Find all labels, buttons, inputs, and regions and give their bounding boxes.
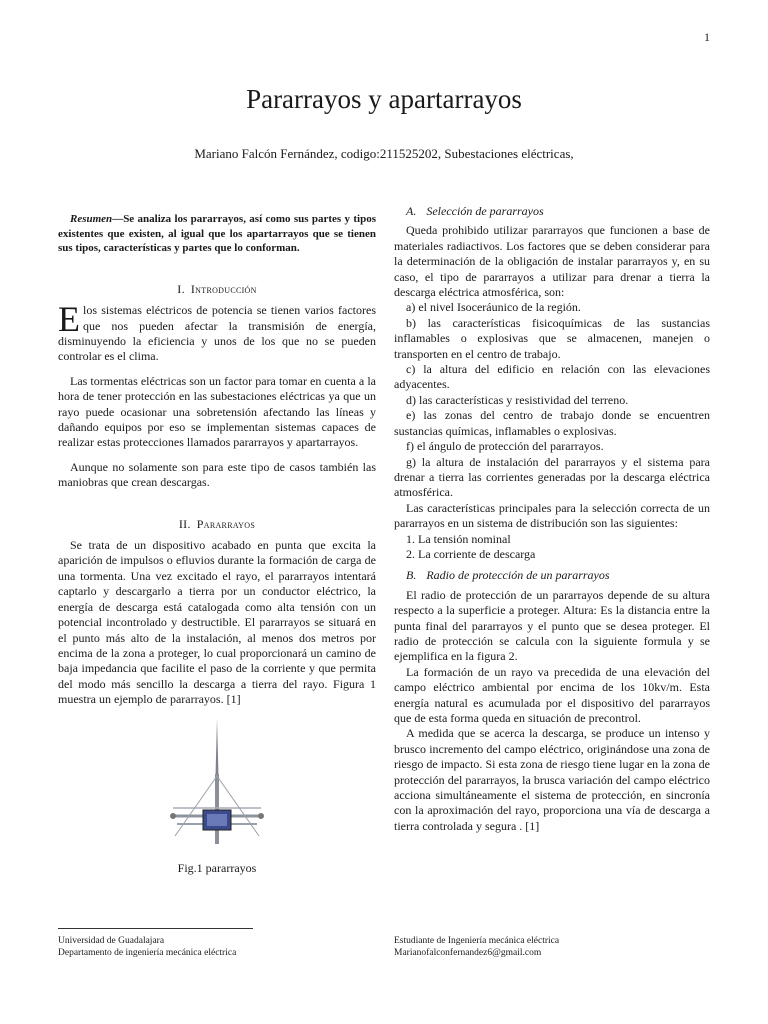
footer-email: Marianofalconfernandez6@gmail.com: [394, 948, 542, 958]
subsection-heading-radio: [394, 568, 710, 583]
footer-left: [58, 935, 236, 959]
subsection-heading-seleccion: [394, 204, 710, 219]
seleccion-list-item: 2. La corriente de descarga: [406, 546, 536, 561]
pararrayos-paragraph-1: Se trata de un dispositivo acabado en punta que excita la aparición de impulsos o efluvios durante la formación de carga de una tormenta. Una vez excitado el rayo, el pararrayos intentará captarlo y descargarlo a tierra por un conductor eléctrico, la energía de descarga está catalogada como alta tensión con un potencial incontrolado y destructible. El pararrayos se situará en el punto más alto de la instalación, al menos dos metros por encima de la zona a proteger, lo cual proporcionará un camino de baja impedancia que facilite el paso de la corriente y que permita del modo más sencillo la descarga a tierra del rayo. Figura 1 muestra un ejemplo de pararrayos. [1]: [58, 538, 376, 707]
seleccion-item: b) las características fisicoquímicas de las sustancias inflamables o explosivas que se almacenen, manejen o transporten en el centro de trabajo.: [394, 315, 710, 361]
section-title: Pararrayos: [196, 516, 256, 531]
abstract-dash: —: [112, 213, 124, 225]
footer-university: Universidad de Guadalajara: [58, 936, 165, 946]
seleccion-item: d) las características y resistividad del terreno.: [406, 392, 629, 407]
section-heading-intro: [58, 282, 376, 297]
subsection-number: B.: [406, 568, 417, 583]
page-number: 1: [704, 30, 710, 44]
right-column: [394, 204, 710, 834]
seleccion-list-item: 1. La tensión nominal: [406, 531, 511, 546]
paper-title: Pararrayos y apartarrayos: [246, 84, 522, 114]
intro-paragraph-2: Las tormentas eléctricas son un factor para tomar en cuenta a la hora de tener protección en las subestaciones eléctricas ya que un rayo puede ocasionar una sobretensión afectando las líneas y dañando equipos por eso se implementan sistemas capaces de realizar estas protecciones llamados pararrayos y apartarrayos.: [58, 373, 376, 450]
section-heading-pararrayos: [58, 517, 376, 532]
intro-paragraph-1: Elos sistemas eléctricos de potencia se tienen varios factores que nos pueden afectar la transmisión de energía, disminuyendo la eficiencia y unos de los que no se pueden controlar es el clima.: [58, 299, 376, 364]
subsection-title: Radio de protección de un pararrayos: [426, 568, 610, 583]
figure-1: [58, 716, 376, 855]
radio-paragraph-2: La formación de un rayo va precedida de una elevación del campo eléctrico ambiental por encima de los 10kv/m. Esta energía natural es acumulada por el dispositivo del pararrayos que de esta forma queda en situación de precontrol.: [394, 664, 710, 725]
section-number: II.: [178, 516, 191, 531]
figure-1-caption: Fig.1 pararrayos: [177, 860, 257, 875]
seleccion-item: a) el nivel Isoceráunico de la región.: [406, 300, 581, 315]
seleccion-item: e) las zonas del centro de trabajo donde se encuentren sustancias químicas, inflamables o explosivas.: [394, 408, 710, 438]
radio-paragraph-1: El radio de protección de un pararrayos depende de su altura respecto a la superficie a proteger. Altura: Es la distancia entre la punta final del pararrayos y el punto que se desea proteger. El radio de protección se calcula con la siguiente formula y se ejemplifica en la figura 2.: [394, 587, 710, 664]
abstract-label: Resumen: [70, 213, 113, 225]
lightning-rod-figure: [167, 716, 267, 851]
seleccion-paragraph-2: Las características principales para la selección correcta de un pararrayos en un sistema de distribución son las siguientes:: [394, 500, 710, 531]
section-number: I.: [177, 281, 185, 296]
abstract-text: Se analiza los pararrayos, así como sus partes y tipos existentes que existen, al igual que los apartarrayos que se tienen sus tipos, características y partes que lo conforman.: [58, 213, 376, 255]
section-title: Introducción: [190, 281, 257, 296]
left-column: [58, 212, 376, 876]
lightning-rod-image: [170, 718, 264, 844]
seleccion-item: c) la altura del edificio en relación con las elevaciones adyacentes.: [394, 362, 710, 392]
seleccion-item: g) la altura de instalación del pararrayos y el sistema para drenar a tierra las corrientes generadas por la descarga eléctrica atmosférica.: [394, 454, 710, 500]
footer-student: Estudiante de Ingeniería mecánica eléctrica: [394, 936, 560, 946]
paper-authors: Mariano Falcón Fernández, codigo:211525202, Subestaciones eléctricas,: [194, 146, 574, 161]
seleccion-paragraph-1: Queda prohibido utilizar pararrayos que funcionen a base de materiales radiactivos. Los factores que se deben considerar para la determinación de la obligación de instalar pararrayos y, en su caso, el tipo de pararrayos a utilizar para drenar a tierra la descarga eléctrica atmosférica, son:: [394, 223, 710, 300]
subsection-number: A.: [406, 204, 417, 218]
footer-department: Departamento de ingeniería mecánica eléctrica: [58, 948, 237, 958]
footer-rule: [58, 928, 253, 929]
dropcap: E: [58, 299, 80, 340]
abstract: [58, 212, 376, 256]
footer-right: [394, 935, 559, 959]
radio-paragraph-3: A medida que se acerca la descarga, se produce un intenso y brusco incremento del campo eléctrico, originándose una zona de riesgo de impacto. Si esta zona de riesgo tiene lugar en la zona de protección del pararrayos, la brusca variación del campo eléctrico acciona simultáneamente el sistema de protección, en sincronía con la aproximación del rayo, proporciona una vía de descarga a tierra controlada y segura . [1]: [394, 726, 710, 833]
subsection-title: Selección de pararrayos: [426, 204, 544, 218]
seleccion-item: f) el ángulo de protección del pararrayos.: [406, 439, 604, 454]
intro-paragraph-3: Aunque no solamente son para este tipo de casos también las maniobras que crean descargas.: [58, 459, 376, 490]
